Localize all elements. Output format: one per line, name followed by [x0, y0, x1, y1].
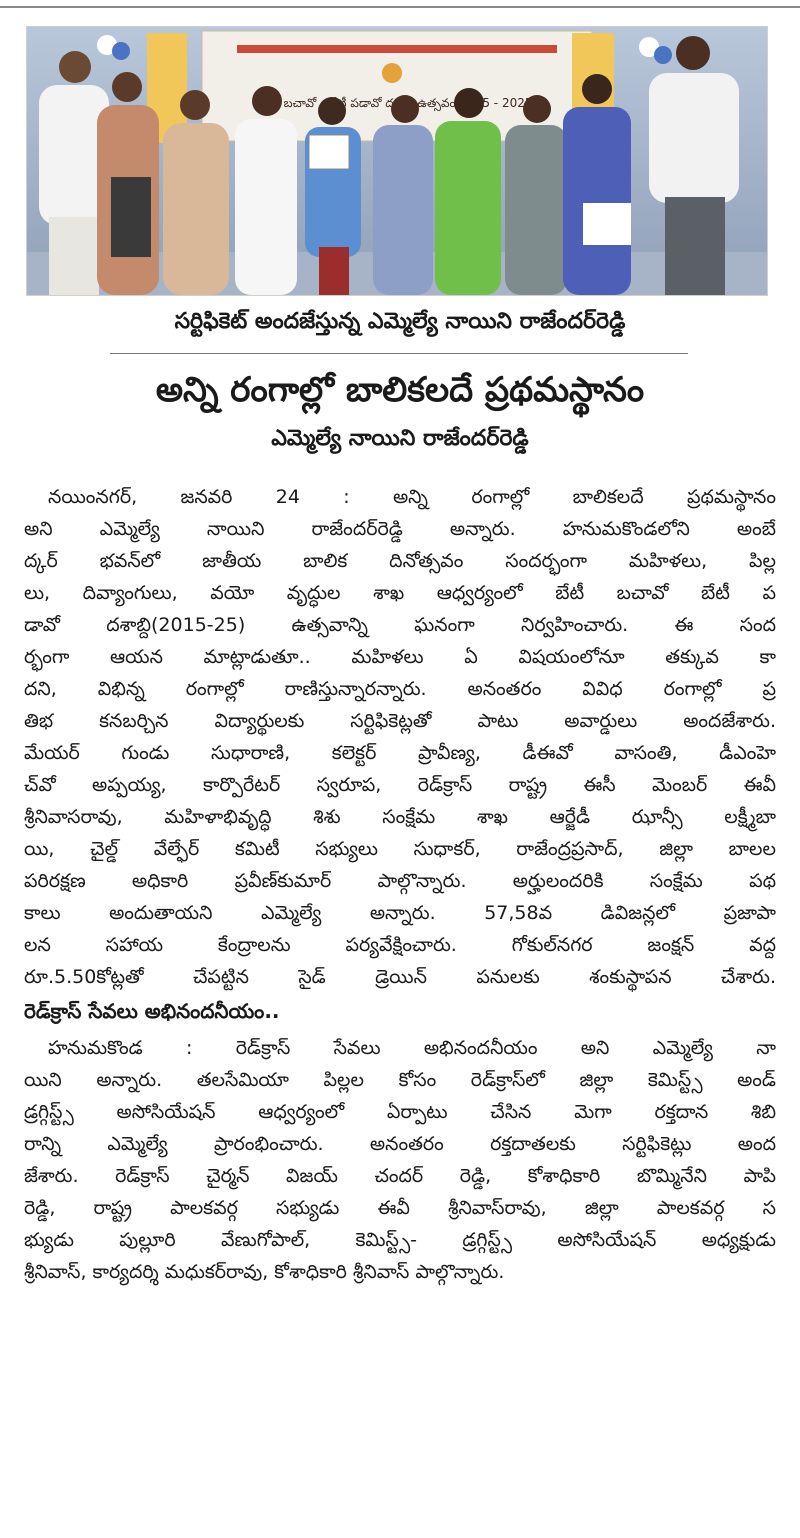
article-line: నయింనగర్, జనవరి 24 : అన్ని రంగాల్లో బాలికలదే ప్రథమస్థానం: [48, 486, 776, 508]
article-line: రూ.5.50కోట్లతో చేపట్టిన సైడ్ డ్రెయిన్ పనులకు శంకుస్థాపన చేశారు.: [24, 966, 776, 988]
article-line: లన సహాయ కేంద్రాలను పర్యవేక్షించారు. గోకుల్‌నగర జంక్షన్ వద్ద: [24, 934, 776, 956]
article-line: దని, విభిన్న రంగాల్లో రాణిస్తున్నారన్నారు. అనంతరం వివిధ రంగాల్లో ప్ర: [24, 678, 776, 700]
article-line: యి, చైల్డ్ వేల్ఫేర్ కమిటీ సభ్యులు సుధాకర్, రాజేంద్రప్రసాద్, జిల్లా బాలల: [24, 838, 776, 860]
article-line: ద్కర్ భవన్‌లో జాతీయ బాలిక దినోత్సవం సందర్భంగా మహిళలు, పిల్ల: [24, 550, 776, 572]
article-line: శ్రీనివాసరావు, మహిళాభివృద్ధి శిశు సంక్షేమ శాఖ ఆర్జేడీ ఝాన్సీ లక్ష్మీబా: [24, 806, 776, 828]
article-line: రాన్ని ఎమ్మెల్యే ప్రారంభించారు. అనంతరం రక్తదాతలకు సర్టిఫికెట్లు అంద: [24, 1133, 776, 1155]
article-line: పరిరక్షణ అధికారి ప్రవీణ్‌కుమార్ పాల్గొన్నారు. అర్హులందరికి సంక్షేమ పథ: [24, 870, 776, 892]
banner-text: బచావో పడావో ఉత్సవం - 2025: [283, 96, 533, 110]
article-line: అని ఎమ్మెల్యే నాయిని రాజేందర్‌రెడ్డి అన్నారు. హనుమకొండలోని అంబే: [24, 518, 776, 540]
article-line: చ్‌వో అప్పయ్య, కార్పొరేటర్ స్వరూప, రెడ్‌క్రాస్ రాష్ట్ర ఈసీ మెంబర్ ఈవీ: [24, 774, 776, 796]
article-subheading: రెడ్‌క్రాస్ సేవలు అభినందనీయం..: [24, 999, 280, 1023]
article-subhead: ఎమ్మెల్యే నాయిని రాజేందర్‌రెడ్డి: [271, 426, 529, 451]
article-line: కాలు అందుతాయని ఎమ్మెల్యే అన్నారు. 57,58వ డివిజన్లలో ప్రజాపా: [24, 902, 776, 924]
article-line: ర్భంగా ఆయన మాట్లాడుతూ.. మహిళలు ఏ విషయంలోనూ తక్కువ కా: [24, 646, 776, 668]
caption-divider: [110, 353, 688, 354]
article-line: డ్రగ్గిస్ట్స్ అసోసియేషన్ ఆధ్వర్యంలో ఏర్పాటు చేసిన మెగా రక్తదాన శిబి: [24, 1101, 776, 1123]
article-line: రెడ్డి, రాష్ట్ర పాలకవర్గ సభ్యుడు ఈవీ శ్రీనివాస్‌రావు, జిల్లా పాలకవర్గ స: [24, 1197, 776, 1219]
article-line: డావో దశాబ్ది(2015-25) ఉత్సవాన్ని ఘనంగా నిర్వహించారు. ఈ సంద: [24, 614, 776, 636]
article-line: మేయర్ గుండు సుధారాణి, కలెక్టర్ ప్రావీణ్య, డీఈవో వాసంతి, డీఎంహె: [24, 742, 776, 764]
article-line: శ్రీనివాస్, కార్యదర్శి మధుకర్‌రావు, కోశాధికారి శ్రీనివాస్ పాల్గొన్నారు.: [24, 1261, 505, 1283]
article-line: జేశారు. రెడ్‌క్రాస్ చైర్మన్ విజయ్ చందర్ రెడ్డి, కోశాధికారి బొమ్మినేని పాపి: [24, 1165, 776, 1187]
article-line: భ్యుడు పుల్లూరి వేణుగోపాల్, కెమిస్ట్స్- డ్రగ్గిస్ట్స్ అసోసియేషన్ అధ్యక్షుడు: [24, 1229, 776, 1251]
award-ceremony-photo: [26, 26, 768, 296]
photo-caption: సర్టిఫికెట్ అందజేస్తున్న ఎమ్మెల్యే నాయిని రాజేందర్‌రెడ్డి: [174, 309, 626, 334]
article-line: తిభ కనబర్చిన విద్యార్థులకు సర్టిఫికెట్లతో పాటు అవార్డులు అందజేశారు.: [24, 710, 776, 732]
article-headline: అన్ని రంగాల్లో బాలికలదే ప్రథమస్థానం: [155, 370, 645, 410]
article-line: లు, దివ్యాంగులు, వయో వృద్ధుల శాఖ ఆధ్వర్యంలో బేటీ బచావో బేటీ ప: [24, 582, 776, 604]
article-line: యిని అన్నారు. తలసేమియా పిల్లల కోసం రెడ్‌క్రాస్‌లో జిల్లా కెమిస్ట్స్ అండ్: [24, 1069, 776, 1091]
top-rule: [0, 6, 800, 8]
article-line: హనుమకొండ : రెడ్‌క్రాస్ సేవలు అభినందనీయం అని ఎమ్మెల్యే నా: [48, 1037, 776, 1059]
